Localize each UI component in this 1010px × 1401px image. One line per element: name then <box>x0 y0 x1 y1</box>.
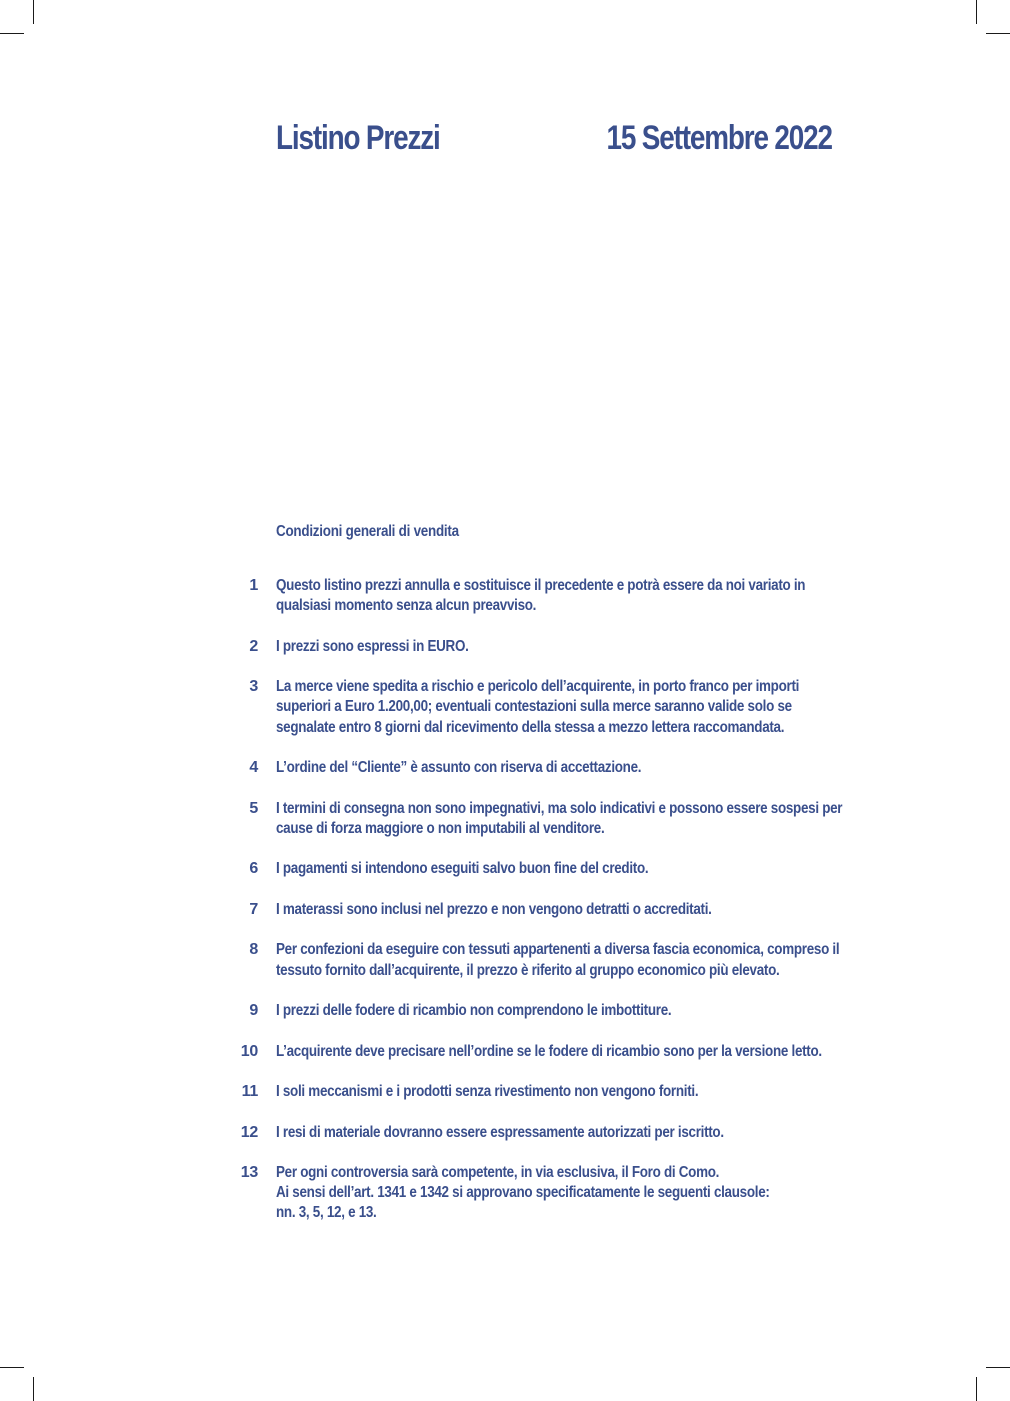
condition-item <box>236 758 896 778</box>
condition-text-line: I resi di materiale dovranno essere espressamente autorizzati per iscritto. <box>276 1123 724 1141</box>
condition-item <box>236 1001 896 1021</box>
condition-item <box>236 677 896 738</box>
condition-text <box>276 758 830 778</box>
condition-text-line: cause di forza maggiore o non imputabili al venditore. <box>276 819 605 837</box>
condition-item <box>236 1123 896 1143</box>
condition-number: 11 <box>241 1083 258 1101</box>
condition-number: 8 <box>249 941 258 959</box>
document-title: Listino Prezzi <box>276 119 440 157</box>
crop-mark-top-left-horizontal <box>0 33 24 34</box>
condition-text-line: La merce viene spedita a rischio e pericolo dell’acquirente, in porto franco per importi <box>276 678 800 696</box>
condition-text <box>276 1123 830 1143</box>
condition-text <box>276 900 830 920</box>
conditions-list <box>236 576 896 1244</box>
condition-text-line: Per ogni controversia sarà competente, in via esclusiva, il Foro di Como. <box>276 1164 720 1182</box>
condition-text-line: I soli meccanismi e i prodotti senza rivestimento non vengono forniti. <box>276 1083 699 1101</box>
condition-text-line: I termini di consegna non sono impegnativi, ma solo indicativi e possono essere sospesi per <box>276 799 843 817</box>
condition-text-line: tessuto fornito dall’acquirente, il prezzo è riferito al gruppo economico più elevato. <box>276 961 780 979</box>
condition-number: 12 <box>240 1123 258 1141</box>
condition-number: 13 <box>240 1164 258 1182</box>
condition-text-line: I materassi sono inclusi nel prezzo e non vengono detratti o accreditati. <box>276 900 712 918</box>
condition-text-line: superiori a Euro 1.200,00; eventuali contestazioni sulla merce saranno valide solo se <box>276 698 792 716</box>
crop-mark-top-left-vertical <box>33 0 34 24</box>
section-title: Condizioni generali di vendita <box>276 523 459 540</box>
condition-item <box>236 940 896 980</box>
condition-item <box>236 1082 896 1102</box>
condition-number: 4 <box>249 759 258 777</box>
condition-number: 5 <box>249 799 258 817</box>
condition-text <box>276 1163 830 1224</box>
condition-number: 3 <box>249 678 258 696</box>
condition-text-line: I prezzi sono espressi in EURO. <box>276 637 469 655</box>
condition-text-line: I pagamenti si intendono eseguiti salvo buon fine del credito. <box>276 860 649 878</box>
condition-text-line: Ai sensi dell’art. 1341 e 1342 si approvano specificatamente le seguenti clausole: <box>276 1184 770 1202</box>
crop-mark-bottom-left-horizontal <box>0 1367 24 1368</box>
condition-text-line: Per confezioni da eseguire con tessuti appartenenti a diversa fascia economica, compreso il <box>276 941 840 959</box>
condition-item <box>236 1042 896 1062</box>
condition-number: 1 <box>249 577 258 594</box>
condition-number: 7 <box>249 900 258 918</box>
condition-text-line: L’ordine del “Cliente” è assunto con riserva di accettazione. <box>276 759 642 777</box>
condition-number: 2 <box>249 637 258 655</box>
crop-mark-top-right-horizontal <box>986 33 1010 34</box>
condition-text-line: qualsiasi momento senza alcun preavviso. <box>276 597 537 615</box>
condition-text <box>276 940 840 980</box>
condition-text <box>276 859 830 879</box>
condition-text <box>276 637 830 657</box>
crop-mark-bottom-right-vertical <box>976 1377 977 1401</box>
condition-number: 6 <box>249 860 258 878</box>
condition-item <box>236 859 896 879</box>
condition-text-line: L’acquirente deve precisare nell’ordine se le fodere di ricambio sono per la versione letto. <box>276 1042 822 1060</box>
condition-item <box>236 900 896 920</box>
crop-mark-bottom-left-vertical <box>33 1377 34 1401</box>
condition-text <box>276 799 843 839</box>
condition-item <box>236 637 896 657</box>
condition-text <box>276 576 830 616</box>
condition-text <box>276 677 830 738</box>
condition-item <box>236 1163 896 1224</box>
condition-item <box>236 799 896 839</box>
page-header <box>276 112 832 164</box>
crop-mark-top-right-vertical <box>976 0 977 24</box>
condition-number: 10 <box>240 1042 258 1060</box>
condition-text-line: Questo listino prezzi annulla e sostituisce il precedente e potrà essere da noi variato in <box>276 577 806 594</box>
crop-mark-bottom-right-horizontal <box>986 1367 1010 1368</box>
condition-text-line: nn. 3, 5, 12, e 13. <box>276 1204 377 1222</box>
condition-text <box>276 1082 830 1102</box>
condition-text-line: I prezzi delle fodere di ricambio non comprendono le imbottiture. <box>276 1002 672 1020</box>
condition-number: 9 <box>249 1002 258 1020</box>
condition-text-line: segnalate entro 8 giorni dal ricevimento della stessa a mezzo lettera raccomandata. <box>276 718 785 736</box>
document-date: 15 Settembre 2022 <box>606 119 832 157</box>
condition-text <box>276 1001 830 1021</box>
condition-item <box>236 576 896 616</box>
condition-text <box>276 1042 830 1062</box>
